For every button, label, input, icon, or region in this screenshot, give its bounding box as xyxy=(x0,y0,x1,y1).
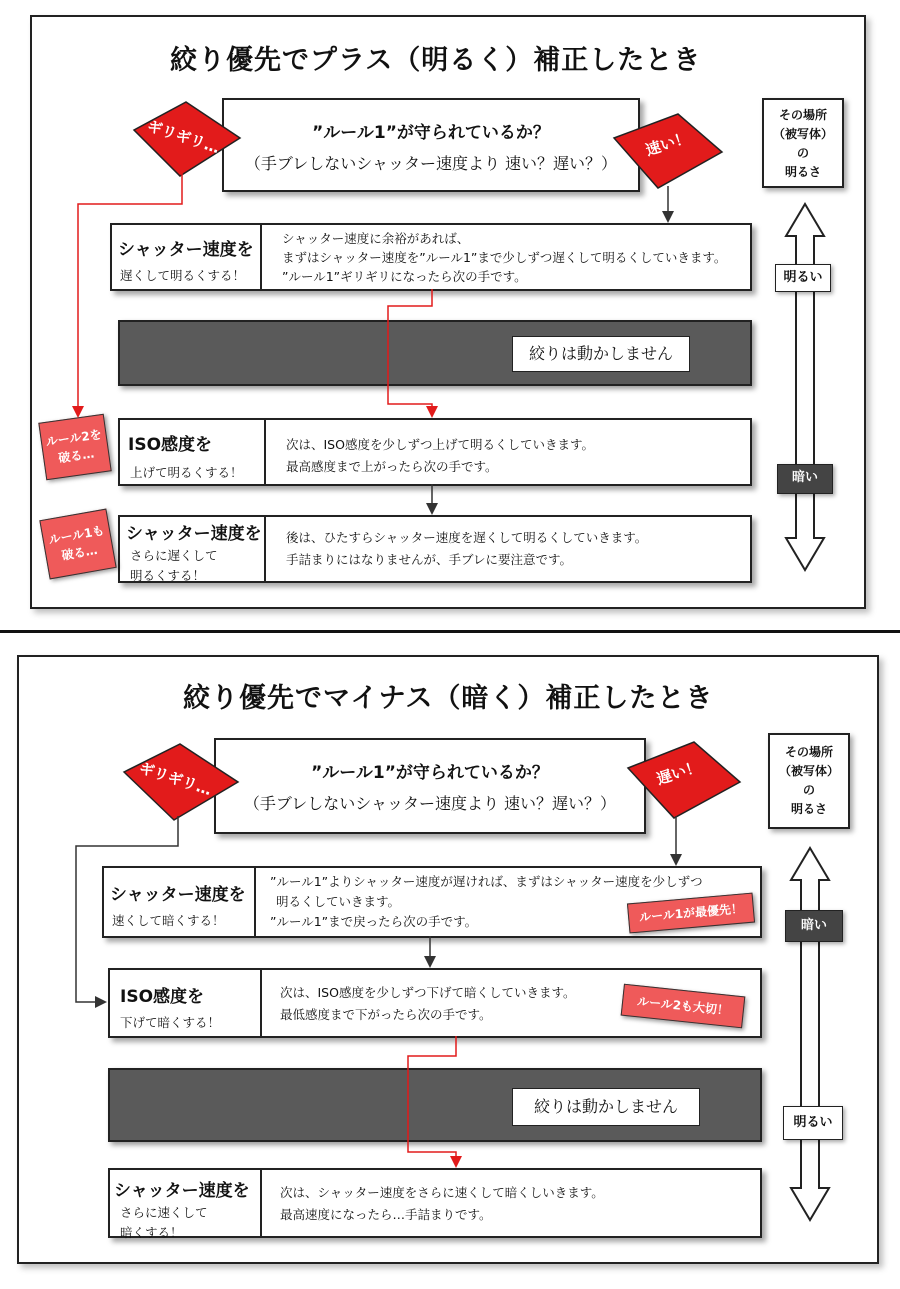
bottom-side-line: （被写体） xyxy=(778,764,839,778)
top-question-box xyxy=(222,98,640,192)
top-step2-desc-line: 最高感度まで上がったら次の手です。 xyxy=(286,459,498,474)
bottom-step3-desc xyxy=(280,1182,604,1226)
top-step2-title: ISO感度を xyxy=(128,435,213,455)
top-step3-title: シャッター速度を xyxy=(126,524,262,544)
bottom-step2-label xyxy=(110,970,262,1036)
top-side-line: 明るさ xyxy=(784,165,821,179)
top-rule1-tag xyxy=(39,509,116,580)
bottom-aperture-note: 絞りは動かしません xyxy=(512,1088,700,1126)
bottom-step1-desc-line: ”ルール1”まで戻ったら次の手です。 xyxy=(270,914,478,929)
bottom-step1-label xyxy=(104,868,256,936)
section-divider xyxy=(0,630,900,633)
bottom-step1-sub: 速くして暗くする！ xyxy=(112,913,225,928)
top-side-line: その場所 xyxy=(778,108,827,122)
bottom-side-line: の xyxy=(802,783,815,797)
bottom-step3-sub: さらに速くして xyxy=(120,1205,208,1220)
bottom-bright-tag: 明るい xyxy=(783,1106,843,1140)
top-aperture-bar xyxy=(118,320,752,386)
bottom-step3-desc-line: 次は、シャッター速度をさらに速くして暗くしいきます。 xyxy=(280,1185,604,1200)
top-step2-sub: 上げて明るくする！ xyxy=(130,465,243,480)
top-rule1-tag-line: ルール1も xyxy=(47,523,106,547)
top-rule1-tag-line: 破る… xyxy=(60,542,99,563)
bottom-left-badge-label: ギリギリ… xyxy=(136,758,214,800)
top-step1-label xyxy=(112,225,262,289)
bottom-question-line2: （手ブレしないシャッター速度より 速い？遅い？） xyxy=(243,794,617,813)
top-rule2-tag-line: ルール2を xyxy=(44,427,103,449)
bottom-step2-desc xyxy=(280,982,575,1026)
bottom-question-box xyxy=(214,738,646,834)
top-step3-desc xyxy=(286,527,647,571)
top-step1-box xyxy=(110,223,752,291)
bottom-step3-sub: 暗くする！ xyxy=(120,1225,183,1240)
bottom-rule1-tag: ルール1が最優先！ xyxy=(627,893,755,934)
top-rule2-tag-line: 破る… xyxy=(57,446,96,466)
bottom-question-line1: ”ルール1”が守られているか？ xyxy=(311,763,549,783)
bottom-step2-sub: 下げて暗くする！ xyxy=(120,1015,221,1030)
bottom-step1-desc-line: ”ルール1”よりシャッター速度が遅ければ、まずはシャッター速度を少しずつ xyxy=(270,874,703,889)
bottom-step1-title: シャッター速度を xyxy=(110,885,246,905)
top-right-badge-label: 速い！ xyxy=(643,128,692,160)
bottom-step2-title: ISO感度を xyxy=(120,987,205,1007)
bottom-rule2-tag: ルール2も大切！ xyxy=(621,984,746,1029)
bottom-brightness-arrow xyxy=(785,844,835,1226)
top-step1-sub: 遅くして明るくする！ xyxy=(120,268,246,283)
top-step1-desc xyxy=(282,229,726,286)
top-brightness-arrow xyxy=(780,200,830,575)
bottom-step3-title: シャッター速度を xyxy=(114,1181,250,1201)
bottom-side-line: 明るさ xyxy=(790,802,827,816)
top-side-line: の xyxy=(796,146,809,160)
top-rule2-tag xyxy=(38,414,111,481)
top-step1-title: シャッター速度を xyxy=(118,240,254,260)
top-dark-tag: 暗い xyxy=(777,464,833,494)
top-aperture-note: 絞りは動かしません xyxy=(512,336,690,372)
top-step3-label xyxy=(120,517,266,581)
top-question-line2: （手ブレしないシャッター速度より 速い？遅い？） xyxy=(244,154,618,173)
top-step2-box xyxy=(118,418,752,486)
top-bright-tag: 明るい xyxy=(775,264,831,292)
top-side-box xyxy=(762,98,844,188)
top-left-badge-label: ギリギリ… xyxy=(144,116,222,158)
bottom-aperture-bar xyxy=(108,1068,762,1142)
bottom-step3-box xyxy=(108,1168,762,1238)
top-step2-desc-line: 次は、ISO感度を少しずつ上げて明るくしていきます。 xyxy=(286,437,594,452)
top-step3-sub: 明るくする！ xyxy=(130,568,206,583)
top-step3-desc-line: 後は、ひたすらシャッター速度を遅くして明るくしていきます。 xyxy=(286,530,648,545)
top-question-line1: ”ルール1”が守られているか？ xyxy=(312,123,550,143)
top-step1-desc-line: まずはシャッター速度を”ルール1”まで少しずつ遅くして明るくしていきます。 xyxy=(282,250,727,265)
bottom-side-line: その場所 xyxy=(784,745,833,759)
top-step3-box xyxy=(118,515,752,583)
bottom-right-badge-label: 遅い！ xyxy=(654,757,703,789)
bottom-side-box xyxy=(768,733,850,829)
top-step1-desc-line: ”ルール1”ギリギリになったら次の手です。 xyxy=(282,269,527,284)
top-side-line: （被写体） xyxy=(772,127,833,141)
top-step2-desc xyxy=(286,434,594,478)
bottom-step3-label xyxy=(110,1170,262,1240)
top-step3-desc-line: 手詰まりにはなりませんが、手ブレに要注意です。 xyxy=(286,552,573,567)
bottom-title: 絞り優先でマイナス（暗く）補正したとき xyxy=(183,683,714,714)
bottom-step3-desc-line: 最高速度になったら…手詰まりです。 xyxy=(280,1207,492,1222)
top-step1-desc-line: シャッター速度に余裕があれば、 xyxy=(282,231,470,246)
top-step2-label xyxy=(120,420,266,484)
top-step3-sub: さらに遅くして xyxy=(130,548,218,563)
bottom-step2-desc-line: 次は、ISO感度を少しずつ下げて暗くしていきます。 xyxy=(280,985,576,1000)
bottom-step1-desc-line: 明るくしていきます。 xyxy=(276,894,401,909)
bottom-dark-tag: 暗い xyxy=(785,910,843,942)
bottom-step2-desc-line: 最低感度まで下がったら次の手です。 xyxy=(280,1007,492,1022)
top-title: 絞り優先でプラス（明るく）補正したとき xyxy=(170,45,702,76)
